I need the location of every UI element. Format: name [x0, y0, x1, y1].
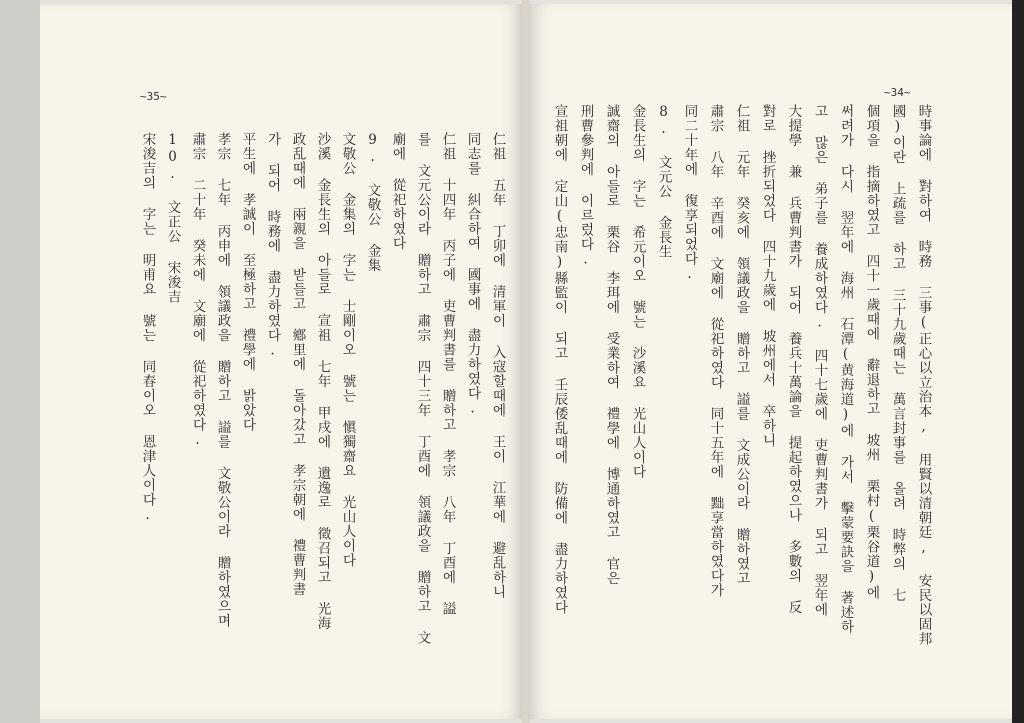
text-column: 同二十年에 復享되었다. — [681, 104, 698, 283]
text-column: 廟에 從祀하였다 — [389, 132, 406, 251]
text-column: 써려가 다시 翌年에 海州 石潭(黄海道)에 가서 擊蒙要訣을 著述하 — [837, 104, 854, 634]
text-column: 政乱때에 兩親을 받들고 鄕里에 돌아갔고 孝宗朝에 禮曹判書 — [289, 132, 306, 597]
text-column: 孝宗 七年 丙申에 領議政을 贈하고 謚를 文敬公이라 贈하였으며 — [214, 132, 231, 628]
text-column: 金長生의 字는 希元이오 號는 沙溪요 光山人이다 — [629, 104, 646, 479]
text-column: 刑曹參判에 이르렀다. — [577, 104, 594, 269]
text-column: 國)이란 上疏를 하고 三十九歲때는 萬言封事를 올려 時弊의 七 — [889, 104, 906, 603]
text-column: 對로 挫折되었다 四十九歲에 坡州에서 卒하니 — [759, 104, 776, 448]
text-column: 고 많은 弟子를 養成하였다. 四十七歲에 吏曹判書가 되고 翌年에 — [811, 104, 828, 617]
text-column: 大提學 兼 兵曹判書가 되어 養兵十萬論을 提起하였으나 多數의 反 — [785, 104, 802, 615]
left-page — [40, 4, 524, 719]
text-column: 同志를 糾合하여 國事에 盡力하였다. — [464, 132, 481, 418]
text-column: 仁祖 元年 癸亥에 領議政을 贈하고 謚를 文成公이라 贈하였고 — [733, 104, 750, 586]
text-column: 沙溪 金長生의 아들로 宣祖 七年 甲戌에 遺逸로 徵召되고 光海 — [314, 132, 331, 631]
section-heading: 9. 文敬公 金集 — [364, 132, 381, 273]
text-column: 誠齋의 아들로 栗谷 李珥에 受業하여 禮學에 博通하였고 官은 — [603, 104, 620, 586]
text-column: 仁祖 十四年 丙子에 吏曹判書를 贈하고 孝宗 八年 丁酉에 謚 — [439, 132, 456, 616]
text-column: 肅宗 八年 辛酉에 文廟에 從祀하였다 同十五年에 黜享當하였다가 — [707, 104, 724, 598]
text-column: 個項을 指摘하였고 四十一歲때에 辭退하고 坡州 栗村(栗谷道)에 — [863, 104, 880, 600]
text-column: 를 文元公이라 贈하고 肅宗 四十三年 丁酉에 領議政을 贈하고 文 — [414, 132, 431, 645]
text-column: 宣祖朝에 定山(忠南)縣監이 되고 壬辰倭乱때에 防備에 盡力하였다 — [551, 104, 568, 615]
section-heading: 8. 文元公 金長生 — [655, 104, 672, 259]
page-number: ~35~ — [140, 90, 167, 103]
right-page — [528, 4, 1012, 719]
page-number: ~34~ — [884, 86, 911, 99]
text-column: 時事論에 對하여 時務 三事(正心以立治本, 用賢以清朝廷, 安民以固邦 — [915, 104, 932, 646]
scanner-edge-left — [0, 0, 40, 723]
text-column: 宋浚吉의 字는 明甫요 號는 同春이오 恩津人이다. — [139, 132, 156, 524]
text-column: 가 되어 時務에 盡力하였다. — [264, 132, 281, 360]
scanner-edge-right — [1012, 0, 1024, 723]
section-heading: 10. 文正公 宋浚吉 — [164, 132, 181, 304]
text-column: 肅宗 二十年 癸未에 文廟에 從祀하였다. — [189, 132, 206, 449]
text-column: 文敬公 金集의 字는 士剛이오 號는 愼獨齋요 光山人이다 — [339, 132, 356, 568]
text-column: 仁祖 五年 丁卯에 清軍이 入寇할때에 王이 江華에 避乱하니 — [489, 132, 506, 599]
text-column: 平生에 孝誠이 至極하고 禮學에 밝았다 — [239, 132, 256, 432]
